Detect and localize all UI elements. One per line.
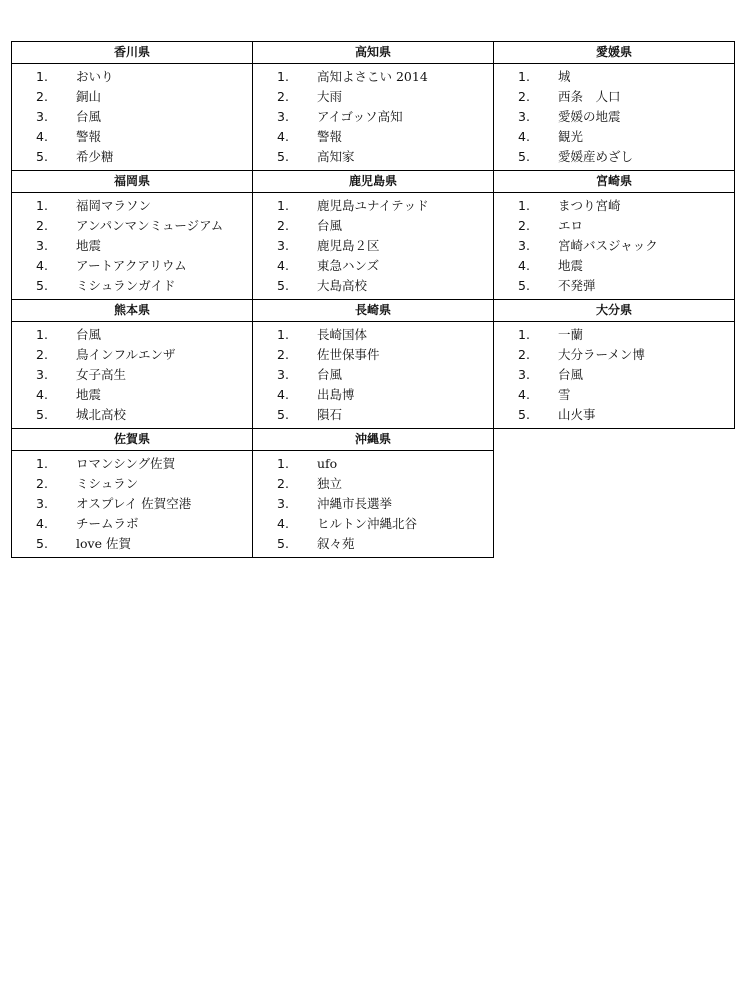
- ranking-keyword: ミシュラン: [76, 476, 139, 491]
- ranking-item: [494, 87, 734, 107]
- ranking-keyword: ミシュランガイド: [76, 278, 176, 293]
- ranking-number: 3.: [36, 367, 48, 382]
- prefecture-ranking: [253, 64, 494, 171]
- ranking-number: 4.: [277, 129, 289, 144]
- prefecture-name: 高知県: [253, 42, 494, 64]
- ranking-number: 4.: [518, 387, 530, 402]
- ranking-number: 3.: [277, 367, 289, 382]
- ranking-item: [253, 236, 493, 256]
- ranking-item: [494, 107, 734, 127]
- ranking-keyword: 地震: [76, 238, 102, 253]
- ranking-number: 2.: [36, 218, 48, 233]
- ranking-item: [12, 256, 252, 276]
- ranking-keyword: 地震: [76, 387, 102, 402]
- ranking-item: [253, 454, 493, 474]
- prefecture-name: 鹿児島県: [253, 171, 494, 193]
- ranking-item: [12, 276, 252, 296]
- prefecture-ranking: [12, 451, 253, 558]
- ranking-item: [253, 127, 493, 147]
- ranking-number: 5.: [36, 149, 48, 164]
- ranking-item: [12, 196, 252, 216]
- ranking-item: [494, 236, 734, 256]
- ranking-item: [494, 196, 734, 216]
- ranking-keyword: 女子高生: [76, 367, 127, 382]
- prefecture-name: 長崎県: [253, 300, 494, 322]
- ranking-number: 1.: [518, 198, 530, 213]
- prefecture-name: 沖縄県: [253, 429, 494, 451]
- ranking-item: [12, 107, 252, 127]
- prefecture-ranking: [494, 322, 735, 429]
- ranking-item: [12, 365, 252, 385]
- prefecture-ranking: [494, 193, 735, 300]
- ranking-number: 2.: [277, 476, 289, 491]
- ranking-keyword: 東急ハンズ: [317, 258, 380, 273]
- ranking-item: [12, 216, 252, 236]
- ranking-item: [494, 127, 734, 147]
- ranking-keyword: 銅山: [76, 89, 102, 104]
- ranking-item: [253, 514, 493, 534]
- ranking-keyword: 愛媛産めざし: [558, 149, 634, 164]
- ranking-keyword: 隕石: [317, 407, 343, 422]
- ranking-item: [253, 216, 493, 236]
- ranking-keyword: love 佐賀: [76, 536, 131, 551]
- ranking-number: 2.: [36, 89, 48, 104]
- ranking-number: 3.: [518, 109, 530, 124]
- ranking-number: 2.: [518, 347, 530, 362]
- ranking-keyword: 福岡マラソン: [76, 198, 152, 213]
- ranking-item: [253, 87, 493, 107]
- ranking-number: 5.: [36, 278, 48, 293]
- ranking-keyword: 台風: [558, 367, 584, 382]
- ranking-keyword: 城: [558, 69, 571, 84]
- ranking-keyword: 台風: [317, 367, 343, 382]
- ranking-number: 2.: [36, 347, 48, 362]
- ranking-number: 5.: [518, 149, 530, 164]
- ranking-item: [253, 196, 493, 216]
- prefecture-name: 福岡県: [12, 171, 253, 193]
- ranking-number: 5.: [36, 536, 48, 551]
- ranking-item: [253, 534, 493, 554]
- ranking-number: 2.: [518, 218, 530, 233]
- ranking-item: [12, 474, 252, 494]
- ranking-item: [253, 256, 493, 276]
- ranking-item: [253, 325, 493, 345]
- ranking-item: [494, 256, 734, 276]
- ranking-item: [12, 147, 252, 167]
- prefecture-ranking: [12, 64, 253, 171]
- ranking-keyword: 宮崎バスジャック: [558, 238, 658, 253]
- prefecture-name: 佐賀県: [12, 429, 253, 451]
- ranking-number: 3.: [277, 496, 289, 511]
- ranking-keyword: チームラボ: [76, 516, 139, 531]
- ranking-number: 1.: [36, 327, 48, 342]
- ranking-number: 3.: [518, 238, 530, 253]
- ranking-number: 5.: [518, 278, 530, 293]
- prefecture-ranking: [12, 322, 253, 429]
- ranking-number: 4.: [277, 258, 289, 273]
- ranking-number: 5.: [277, 407, 289, 422]
- ranking-keyword: 雪: [558, 387, 571, 402]
- empty-cell: [494, 429, 735, 451]
- ranking-list: [494, 67, 734, 167]
- ranking-number: 4.: [36, 387, 48, 402]
- header-row: [12, 171, 735, 193]
- ranking-keyword: 一蘭: [558, 327, 584, 342]
- ranking-item: [12, 514, 252, 534]
- ranking-item: [494, 325, 734, 345]
- ranking-item: [253, 365, 493, 385]
- ranking-keyword: 台風: [76, 327, 102, 342]
- ranking-number: 4.: [36, 258, 48, 273]
- ranking-keyword: アイゴッソ高知: [317, 109, 403, 124]
- ranking-list: [12, 454, 252, 554]
- ranking-keyword: 観光: [558, 129, 584, 144]
- ranking-keyword: 鳥インフルエンザ: [76, 347, 176, 362]
- ranking-item: [12, 325, 252, 345]
- ranking-number: 5.: [277, 536, 289, 551]
- ranking-list: [12, 325, 252, 425]
- ranking-keyword: 愛媛の地震: [558, 109, 621, 124]
- ranking-item: [12, 87, 252, 107]
- ranking-list: [12, 67, 252, 167]
- ranking-number: 3.: [36, 238, 48, 253]
- ranking-item: [253, 67, 493, 87]
- ranking-keyword: 警報: [76, 129, 102, 144]
- ranking-number: 2.: [518, 89, 530, 104]
- prefecture-name: 熊本県: [12, 300, 253, 322]
- ranking-keyword: 台風: [317, 218, 343, 233]
- ranking-item: [12, 385, 252, 405]
- ranking-number: 5.: [518, 407, 530, 422]
- ranking-number: 5.: [36, 407, 48, 422]
- prefecture-ranking: [253, 193, 494, 300]
- ranking-keyword: アートアクアリウム: [76, 258, 187, 273]
- ranking-item: [12, 127, 252, 147]
- prefecture-table-body: [12, 42, 735, 558]
- ranking-number: 1.: [277, 327, 289, 342]
- ranking-number: 1.: [277, 198, 289, 213]
- ranking-keyword: 西条 人口: [558, 89, 621, 104]
- ranking-keyword: 高知家: [317, 149, 355, 164]
- ranking-keyword: 長崎国体: [317, 327, 368, 342]
- ranking-keyword: 大分ラーメン博: [558, 347, 645, 362]
- ranking-item: [253, 474, 493, 494]
- ranking-number: 3.: [36, 496, 48, 511]
- ranking-item: [253, 276, 493, 296]
- ranking-number: 3.: [277, 109, 289, 124]
- empty-cell: [494, 451, 735, 558]
- ranking-number: 4.: [277, 516, 289, 531]
- ranking-list: [253, 454, 493, 554]
- ranking-number: 1.: [518, 69, 530, 84]
- ranking-keyword: 叙々苑: [317, 536, 355, 551]
- prefecture-name: 宮崎県: [494, 171, 735, 193]
- ranking-number: 4.: [36, 129, 48, 144]
- ranking-item: [12, 345, 252, 365]
- ranking-keyword: 沖縄市長選挙: [317, 496, 393, 511]
- ranking-item: [12, 405, 252, 425]
- ranking-item: [12, 534, 252, 554]
- ranking-keyword: ロマンシング佐賀: [76, 456, 176, 471]
- ranking-number: 4.: [36, 516, 48, 531]
- prefecture-ranking: [253, 451, 494, 558]
- ranking-keyword: 地震: [558, 258, 584, 273]
- ranking-item: [253, 107, 493, 127]
- ranking-number: 2.: [277, 347, 289, 362]
- ranking-item: [494, 147, 734, 167]
- header-row: [12, 300, 735, 322]
- prefecture-ranking: [12, 193, 253, 300]
- ranking-keyword: 山火事: [558, 407, 596, 422]
- ranking-item: [12, 236, 252, 256]
- body-row: [12, 193, 735, 300]
- ranking-item: [253, 405, 493, 425]
- ranking-number: 1.: [277, 69, 289, 84]
- ranking-number: 5.: [277, 149, 289, 164]
- ranking-number: 4.: [277, 387, 289, 402]
- ranking-number: 1.: [36, 69, 48, 84]
- ranking-item: [253, 385, 493, 405]
- ranking-list: [253, 325, 493, 425]
- header-row: [12, 42, 735, 64]
- prefecture-ranking: [253, 322, 494, 429]
- ranking-keyword: 独立: [317, 476, 343, 491]
- ranking-list: [12, 196, 252, 296]
- ranking-keyword: ufo: [317, 456, 338, 471]
- ranking-list: [494, 196, 734, 296]
- body-row: [12, 451, 735, 558]
- ranking-list: [253, 67, 493, 167]
- ranking-keyword: 大雨: [317, 89, 343, 104]
- ranking-item: [12, 454, 252, 474]
- body-row: [12, 64, 735, 171]
- ranking-number: 1.: [518, 327, 530, 342]
- ranking-item: [494, 345, 734, 365]
- ranking-keyword: おいり: [76, 69, 114, 84]
- ranking-keyword: 警報: [317, 129, 343, 144]
- ranking-item: [494, 385, 734, 405]
- ranking-keyword: アンパンマンミュージアム: [76, 218, 224, 233]
- ranking-number: 3.: [277, 238, 289, 253]
- ranking-item: [494, 216, 734, 236]
- ranking-item: [494, 405, 734, 425]
- ranking-number: 5.: [277, 278, 289, 293]
- ranking-keyword: 不発弾: [558, 278, 596, 293]
- ranking-list: [494, 325, 734, 425]
- prefecture-table: [11, 41, 735, 558]
- ranking-item: [494, 67, 734, 87]
- ranking-keyword: オスプレイ 佐賀空港: [76, 496, 192, 511]
- ranking-keyword: 出島博: [317, 387, 355, 402]
- ranking-number: 1.: [277, 456, 289, 471]
- ranking-item: [253, 494, 493, 514]
- prefecture-name: 愛媛県: [494, 42, 735, 64]
- ranking-number: 2.: [36, 476, 48, 491]
- ranking-number: 2.: [277, 218, 289, 233]
- ranking-item: [253, 147, 493, 167]
- ranking-keyword: 高知よさこい 2014: [317, 69, 428, 84]
- ranking-number: 1.: [36, 198, 48, 213]
- prefecture-name: 香川県: [12, 42, 253, 64]
- body-row: [12, 322, 735, 429]
- prefecture-name: 大分県: [494, 300, 735, 322]
- ranking-keyword: 鹿児島２区: [317, 238, 380, 253]
- ranking-keyword: 鹿児島ユナイテッド: [317, 198, 429, 213]
- header-row: [12, 429, 735, 451]
- ranking-item: [253, 345, 493, 365]
- ranking-item: [12, 67, 252, 87]
- ranking-number: 4.: [518, 258, 530, 273]
- ranking-keyword: ヒルトン沖縄北谷: [317, 516, 418, 531]
- ranking-keyword: 大島高校: [317, 278, 368, 293]
- ranking-keyword: 台風: [76, 109, 102, 124]
- ranking-keyword: 佐世保事件: [317, 347, 380, 362]
- ranking-number: 4.: [518, 129, 530, 144]
- ranking-number: 2.: [277, 89, 289, 104]
- ranking-number: 3.: [36, 109, 48, 124]
- ranking-keyword: 希少糖: [76, 149, 114, 164]
- ranking-item: [12, 494, 252, 514]
- prefecture-ranking: [494, 64, 735, 171]
- ranking-keyword: まつり宮崎: [558, 198, 621, 213]
- ranking-number: 1.: [36, 456, 48, 471]
- ranking-item: [494, 276, 734, 296]
- ranking-item: [494, 365, 734, 385]
- ranking-keyword: 城北高校: [76, 407, 127, 422]
- ranking-number: 3.: [518, 367, 530, 382]
- ranking-list: [253, 196, 493, 296]
- ranking-keyword: エロ: [558, 218, 584, 233]
